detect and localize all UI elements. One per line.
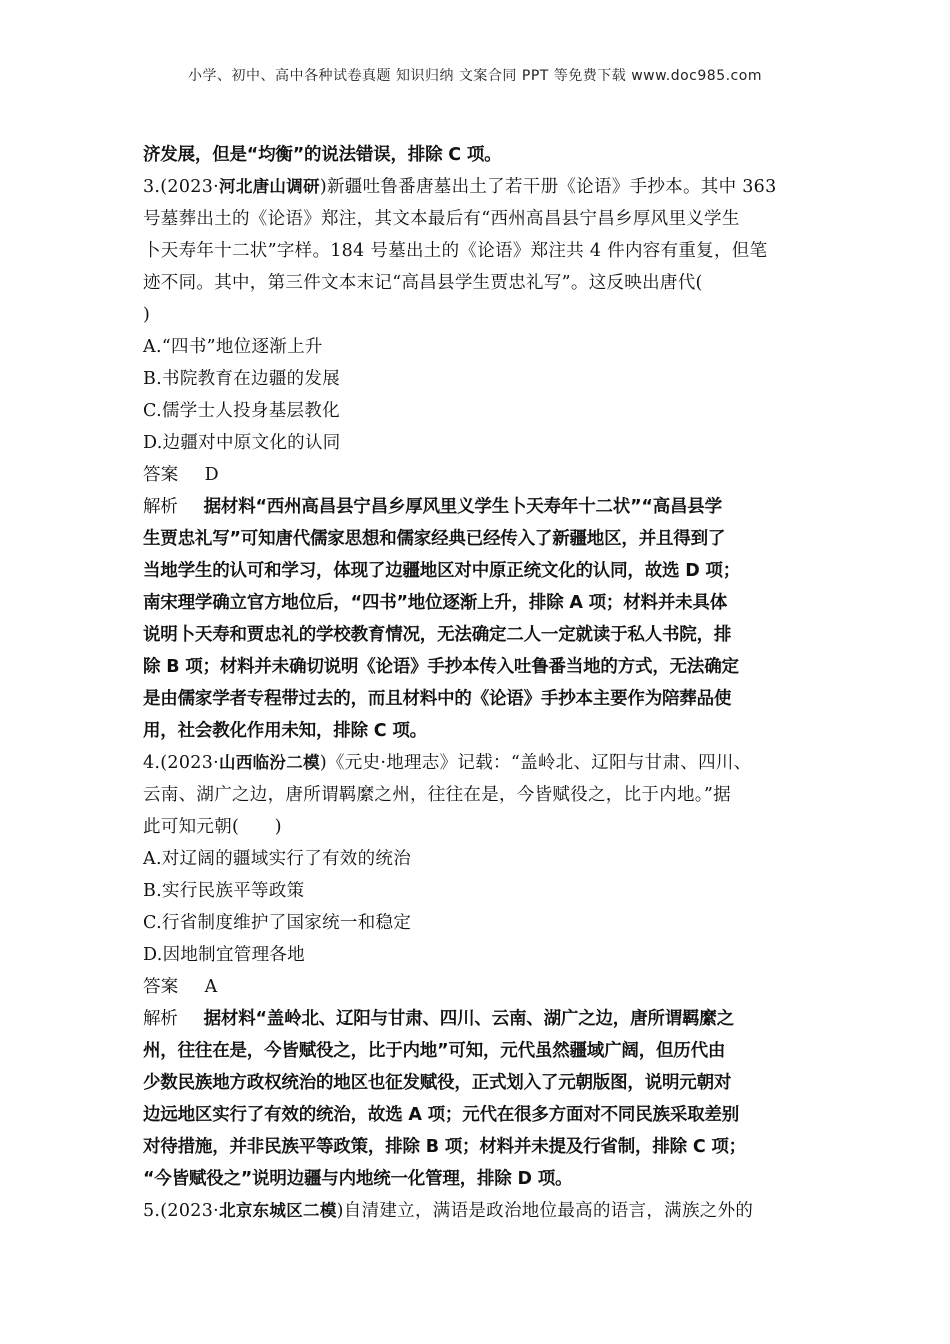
q4-number: 4.(2023· — [143, 753, 220, 773]
q3-source: 河北唐山调研 — [219, 177, 320, 196]
q3-analysis-label: 解析 — [143, 497, 178, 517]
q3-stem-line-1 — [143, 171, 811, 203]
q4-stem-line-2: 云南、湖广之边，唐所谓羁縻之州，往往在是，今皆赋役之，比于内地。”据 — [143, 785, 731, 805]
q4-stem-line-1 — [143, 747, 811, 779]
q3-answer-value: D — [204, 465, 219, 485]
q3-stem-rest: )新疆吐鲁番唐墓出土了若干册《论语》手抄本。其中 363 — [319, 177, 777, 197]
page-header: 小学、初中、高中各种试卷真题 知识归纳 文案合同 PPT 等免费下载 www.doc985.com — [188, 68, 762, 84]
q3-number: 3.(2023· — [143, 177, 220, 197]
q5-source: 北京东城区二模 — [219, 1201, 337, 1220]
q4-analysis-line-1 — [143, 1003, 811, 1035]
q3-stem-line-2: 号墓葬出土的《论语》郑注，其文本最后有“西州高昌县宁昌乡厚风里义学生 — [143, 209, 740, 229]
q3-stem-line-5: ) — [143, 305, 151, 325]
q5-stem-rest: )自清建立，满语是政治地位最高的语言，满族之外的 — [336, 1201, 754, 1221]
q3-analysis-line-3: 当地学生的认可和学习，体现了边疆地区对中原正统文化的认同，故选 D 项； — [143, 561, 741, 581]
q4-analysis-label: 解析 — [143, 1009, 178, 1029]
q4-option-d: D.因地制宜管理各地 — [143, 945, 305, 965]
document-body — [143, 139, 811, 1227]
q3-option-a: A.“四书”地位逐渐上升 — [143, 337, 323, 357]
q4-analysis-line-3: 少数民族地方政权统治的地区也征发赋役，正式划入了元朝版图，说明元朝对 — [143, 1073, 732, 1093]
q4-analysis-line-4: 边远地区实行了有效的统治，故选 A 项；元代在很多方面对不同民族采取差别 — [143, 1105, 740, 1125]
q4-answer — [143, 971, 811, 1003]
q4-option-b: B.实行民族平等政策 — [143, 881, 305, 901]
q4-analysis-line-5: 对待措施，并非民族平等政策，排除 B 项；材料并未提及行省制，排除 C 项； — [143, 1137, 746, 1157]
q4-answer-value: A — [204, 977, 218, 997]
q4-analysis-line-6: “今皆赋役之”说明边疆与内地统一化管理，排除 D 项。 — [143, 1169, 573, 1189]
q3-analysis-line-7: 是由儒家学者专程带过去的，而且材料中的《论语》手抄本主要作为陪葬品使 — [143, 689, 732, 709]
q3-analysis-line-4: 南宋理学确立官方地位后，“四书”地位逐渐上升，排除 A 项；材料并未具体 — [143, 593, 728, 613]
q4-stem-line-3: 此可知元朝( ) — [143, 817, 282, 837]
q3-answer-label: 答案 — [143, 465, 179, 485]
q2-analysis-tail: 济发展，但是“均衡”的说法错误，排除 C 项。 — [143, 145, 502, 165]
q3-analysis-line-1 — [143, 491, 811, 523]
q4-answer-label: 答案 — [143, 977, 179, 997]
q4-source: 山西临汾二模 — [219, 753, 320, 772]
q4-analysis-text-1: 据材料“盖岭北、辽阳与甘肃、四川、云南、湖广之边，唐所谓羁縻之 — [203, 1009, 734, 1029]
q3-analysis-line-6: 除 B 项；材料并未确切说明《论语》手抄本传入吐鲁番当地的方式，无法确定 — [143, 657, 739, 677]
q3-analysis-line-8: 用，社会教化作用未知，排除 C 项。 — [143, 721, 427, 741]
q3-answer — [143, 459, 811, 491]
q3-option-c: C.儒学士人投身基层教化 — [143, 401, 340, 421]
q3-analysis-text-1: 据材料“西州高昌县宁昌乡厚风里义学生卜天寿年十二状”“高昌县学 — [203, 497, 722, 517]
q4-option-c: C.行省制度维护了国家统一和稳定 — [143, 913, 412, 933]
q5-number: 5.(2023· — [143, 1201, 220, 1221]
q3-stem-line-4: 迹不同。其中，第三件文本末记“高昌县学生贾忠礼写”。这反映出唐代( — [143, 273, 703, 293]
q3-stem-line-3: 卜天寿年十二状”字样。184 号墓出土的《论语》郑注共 4 件内容有重复，但笔 — [143, 241, 768, 261]
q3-analysis-line-2: 生贾忠礼写”可知唐代儒家思想和儒家经典已经传入了新疆地区，并且得到了 — [143, 529, 726, 549]
q3-option-b: B.书院教育在边疆的发展 — [143, 369, 341, 389]
q4-option-a: A.对辽阔的疆域实行了有效的统治 — [143, 849, 411, 869]
q3-analysis-line-5: 说明卜天寿和贾忠礼的学校教育情况，无法确定二人一定就读于私人书院，排 — [143, 625, 732, 645]
q4-analysis-line-2: 州，往往在是，今皆赋役之，比于内地”可知，元代虽然疆域广阔，但历代由 — [143, 1041, 726, 1061]
q4-stem-rest: )《元史·地理志》记载：“盖岭北、辽阳与甘肃、四川、 — [319, 753, 752, 773]
q5-stem-line-1 — [143, 1195, 811, 1227]
q3-option-d: D.边疆对中原文化的认同 — [143, 433, 341, 453]
